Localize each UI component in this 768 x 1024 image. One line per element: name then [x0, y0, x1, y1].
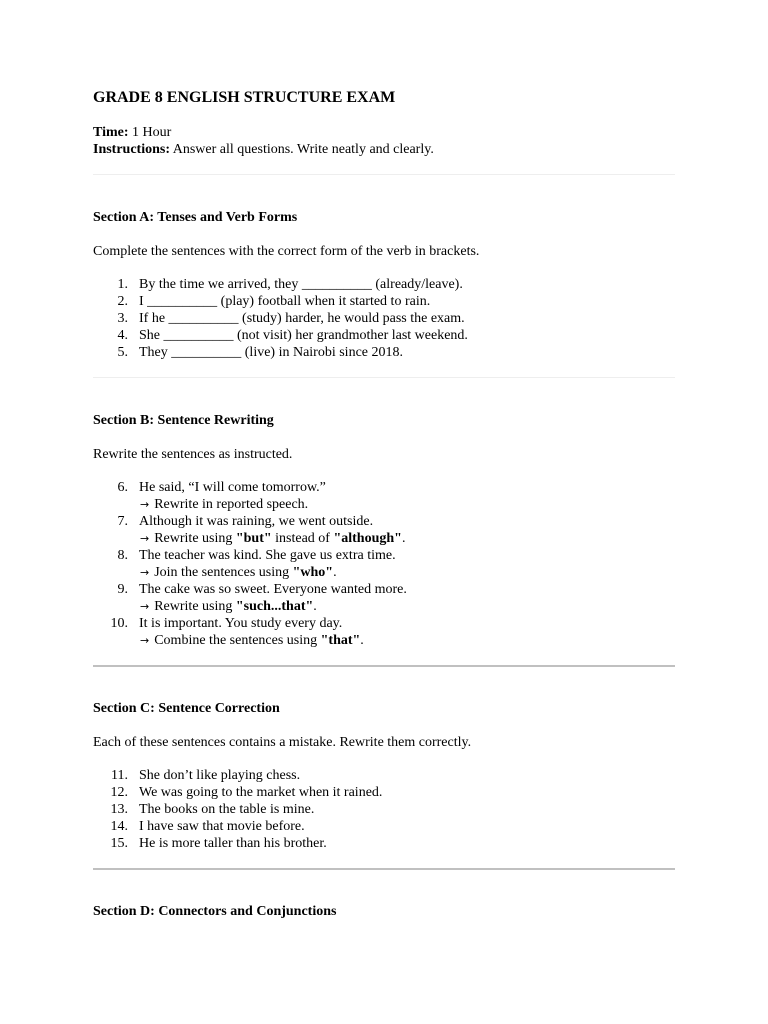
instruction-text: Combine the sentences using	[154, 633, 321, 648]
question-text: She __________ (not visit) her grandmother last weekend.	[139, 328, 468, 343]
instruction-text: Rewrite in reported speech.	[154, 497, 309, 512]
question-text: Although it was raining, we went outside.	[139, 514, 374, 529]
question-number: 4.	[117, 328, 128, 343]
question-text: He is more taller than his brother.	[139, 836, 327, 851]
keyword: "such...that"	[235, 599, 314, 614]
arrow-right-icon: →	[140, 498, 150, 511]
arrow-right-icon: →	[140, 634, 150, 647]
keyword: "although"	[333, 531, 402, 546]
question-number: 9.	[117, 582, 128, 597]
time-label: Time:	[93, 125, 129, 140]
section-c-heading: Section C: Sentence Correction	[93, 701, 280, 716]
question-number: 1.	[117, 277, 128, 292]
section-b-heading: Section B: Sentence Rewriting	[93, 413, 274, 428]
instruction-text: instead of	[271, 531, 334, 546]
arrow-right-icon: →	[140, 600, 150, 613]
instruction-text: .	[333, 565, 337, 580]
divider	[93, 665, 675, 667]
keyword: "that"	[320, 633, 361, 648]
question-text: They __________ (live) in Nairobi since 2018.	[139, 345, 404, 360]
instruction-text: .	[360, 633, 364, 648]
divider	[93, 868, 675, 870]
section-c-intro: Each of these sentences contains a mistake. Rewrite them correctly.	[93, 735, 472, 750]
question-text: The teacher was kind. She gave us extra time.	[139, 548, 396, 563]
instruction-text: .	[313, 599, 317, 614]
question-item	[93, 547, 675, 581]
question-item	[93, 615, 675, 649]
question-number: 10.	[110, 616, 128, 631]
question-item	[93, 479, 675, 513]
section-c-questions	[93, 767, 675, 852]
instructions-label: Instructions:	[93, 142, 171, 157]
question-number: 3.	[117, 311, 128, 326]
question-text: The cake was so sweet. Everyone wanted more.	[139, 582, 407, 597]
question-number: 11.	[111, 768, 128, 783]
question-item	[93, 276, 675, 293]
question-number: 14.	[110, 819, 128, 834]
question-text: If he __________ (study) harder, he would pass the exam.	[139, 311, 465, 326]
rewrite-instruction	[139, 632, 675, 649]
instructions-line	[93, 141, 675, 158]
question-text: I have saw that movie before.	[139, 819, 305, 834]
question-text: She don’t like playing chess.	[139, 768, 301, 783]
question-number: 12.	[110, 785, 128, 800]
question-item	[93, 801, 675, 818]
rewrite-instruction	[139, 530, 675, 547]
section-d-heading: Section D: Connectors and Conjunctions	[93, 904, 337, 919]
question-item	[93, 784, 675, 801]
question-item	[93, 513, 675, 547]
divider	[93, 174, 675, 175]
keyword: "who"	[292, 565, 334, 580]
question-item	[93, 581, 675, 615]
exam-page	[93, 88, 675, 920]
time-line	[93, 124, 675, 141]
instruction-text: .	[401, 531, 406, 546]
divider	[93, 377, 675, 378]
question-item	[93, 835, 675, 852]
question-number: 13.	[110, 802, 128, 817]
question-item	[93, 767, 675, 784]
question-text: I __________ (play) football when it started to rain.	[139, 294, 431, 309]
question-number: 5.	[117, 345, 128, 360]
instruction-text: Rewrite using	[154, 599, 236, 614]
question-number: 7.	[117, 514, 128, 529]
section-a-intro: Complete the sentences with the correct form of the verb in brackets.	[93, 244, 480, 259]
exam-meta	[93, 124, 675, 158]
question-number: 8.	[117, 548, 128, 563]
instruction-text: Rewrite using	[154, 531, 236, 546]
question-text: The books on the table is mine.	[139, 802, 315, 817]
arrow-right-icon: →	[140, 566, 150, 579]
exam-title: GRADE 8 ENGLISH STRUCTURE EXAM	[93, 89, 396, 106]
question-number: 15.	[110, 836, 128, 851]
section-a-questions	[93, 276, 675, 361]
question-text: We was going to the market when it rained.	[139, 785, 383, 800]
instructions-value: Answer all questions. Write neatly and clearly.	[172, 142, 434, 157]
keyword: "but"	[235, 531, 272, 546]
question-item	[93, 327, 675, 344]
section-a-heading: Section A: Tenses and Verb Forms	[93, 210, 298, 225]
question-number: 6.	[117, 480, 128, 495]
question-item	[93, 344, 675, 361]
arrow-right-icon: →	[140, 532, 150, 545]
question-text: By the time we arrived, they __________ (already/leave).	[139, 277, 463, 292]
question-item	[93, 310, 675, 327]
time-value: 1 Hour	[132, 125, 172, 140]
instruction-text: Join the sentences using	[154, 565, 293, 580]
rewrite-instruction	[139, 598, 675, 615]
question-number: 2.	[117, 294, 128, 309]
rewrite-instruction	[139, 496, 675, 513]
question-item	[93, 293, 675, 310]
question-item	[93, 818, 675, 835]
rewrite-instruction	[139, 564, 675, 581]
question-text: He said, “I will come tomorrow.”	[139, 480, 326, 495]
section-b-intro: Rewrite the sentences as instructed.	[93, 447, 293, 462]
section-b-questions	[93, 479, 675, 649]
question-text: It is important. You study every day.	[139, 616, 343, 631]
